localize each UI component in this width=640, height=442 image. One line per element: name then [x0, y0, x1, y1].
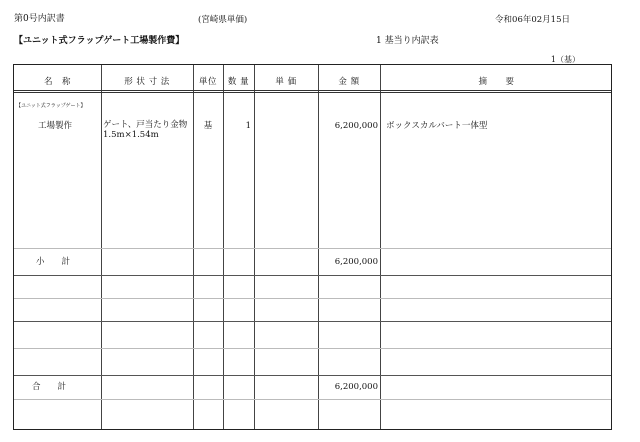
item-amount: 6,200,000 [334, 121, 378, 131]
total-label: 合 計 [32, 382, 67, 392]
header-spec: 形 状 寸 法 [124, 77, 170, 87]
header-unit: 単位 [198, 77, 217, 87]
group-label: 【ユニット式フラップゲート】 [16, 103, 86, 109]
breakdown-table [13, 64, 612, 430]
item-remarks: ボックスカルバート一体型 [386, 121, 488, 131]
total-amount: 6,200,000 [334, 382, 378, 392]
row-rule [14, 399, 611, 400]
header-remarks: 摘 要 [478, 77, 515, 87]
header-rule [14, 90, 611, 93]
unit-note: 1（基） [550, 55, 580, 64]
item-spec-line2: 1.5m×1.54m [103, 130, 159, 140]
row-rule [14, 298, 611, 299]
row-rule [14, 275, 611, 276]
row-rule [14, 321, 611, 322]
header-amount: 金 額 [338, 77, 360, 87]
item-quantity: 1 [245, 121, 251, 131]
row-rule [14, 375, 611, 376]
price-basis: (宮崎県単価) [198, 15, 248, 25]
document-number: 第0号内訳書 [14, 14, 65, 24]
document-subtitle: 1 基当り内訳表 [376, 36, 439, 46]
header-quantity: 数 量 [227, 77, 250, 87]
item-name: 工場製作 [38, 121, 73, 131]
row-rule [14, 248, 611, 249]
item-unit: 基 [203, 121, 213, 131]
header-unit-price: 単 価 [275, 77, 297, 87]
subtotal-label: 小 計 [36, 257, 71, 267]
document-title: 【ユニット式フラップゲート工場製作費】 [14, 36, 185, 46]
subtotal-amount: 6,200,000 [334, 257, 378, 267]
document-date: 令和06年02月15日 [495, 15, 570, 25]
header-name: 名 称 [43, 77, 71, 87]
row-rule [14, 348, 611, 349]
item-spec-line1: ゲート、戸当たり金物 [103, 120, 188, 130]
